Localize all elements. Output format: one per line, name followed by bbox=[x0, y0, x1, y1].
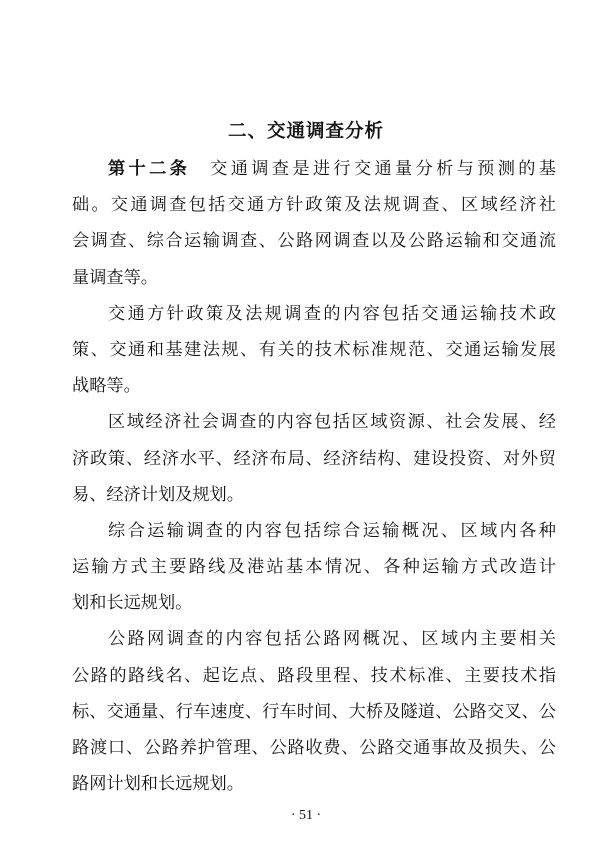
text-line: 会调查、综合运输调查、公路网调查以及公路运输和交通流 bbox=[72, 231, 556, 252]
paragraph bbox=[72, 404, 556, 513]
paragraph bbox=[72, 621, 556, 802]
text-line: 运输方式主要路线及港站基本情况、各种运输方式改造计 bbox=[72, 557, 556, 578]
article-paragraph bbox=[72, 151, 556, 296]
text-line: 路渡口、公路养护管理、公路收费、公路交通事故及损失、公 bbox=[72, 738, 556, 758]
section-heading: 二、交通调查分析 bbox=[227, 121, 384, 142]
text-line: 础。交通调查包括交通方针政策及法规调查、区域经济社 bbox=[72, 195, 556, 216]
text-line: 公路网调查的内容包括公路网概况、区域内主要相关 bbox=[108, 629, 556, 650]
text-line: 济政策、经济水平、经济布局、经济结构、建设投资、对外贸 bbox=[72, 448, 556, 469]
text-line bbox=[72, 151, 556, 187]
text-line: 公路的路线名、起讫点、路段里程、技术标准、主要技术指 bbox=[72, 665, 556, 686]
paragraph bbox=[72, 513, 556, 622]
text-line: 区域经济社会调查的内容包括区域资源、社会发展、经 bbox=[108, 412, 556, 433]
text-line: 交通方针政策及法规调查的内容包括交通运输技术政 bbox=[108, 303, 556, 324]
text-line: 综合运输调查的内容包括综合运输概况、区域内各种 bbox=[108, 520, 556, 541]
text-line: 战略等。 bbox=[72, 376, 141, 397]
text-line: 标、交通量、行车速度、行车时间、大桥及隧道、公路交叉、公 bbox=[72, 701, 556, 722]
text-line: 易、经济计划及规划。 bbox=[72, 484, 244, 505]
article-number: 第十二条 bbox=[108, 159, 191, 179]
page-number: · 51 · bbox=[290, 808, 322, 823]
document-body bbox=[72, 151, 556, 802]
text-line: 路网计划和长远规划。 bbox=[72, 774, 244, 795]
article-first-line: 交通调查是进行交通量分析与预测的基 bbox=[210, 159, 556, 179]
paragraph bbox=[72, 296, 556, 405]
text-line: 划和长远规划。 bbox=[72, 593, 193, 614]
text-line: 量调查等。 bbox=[72, 267, 158, 288]
text-line: 策、交通和基建法规、有关的技术标准规范、交通运输发展 bbox=[72, 339, 556, 360]
